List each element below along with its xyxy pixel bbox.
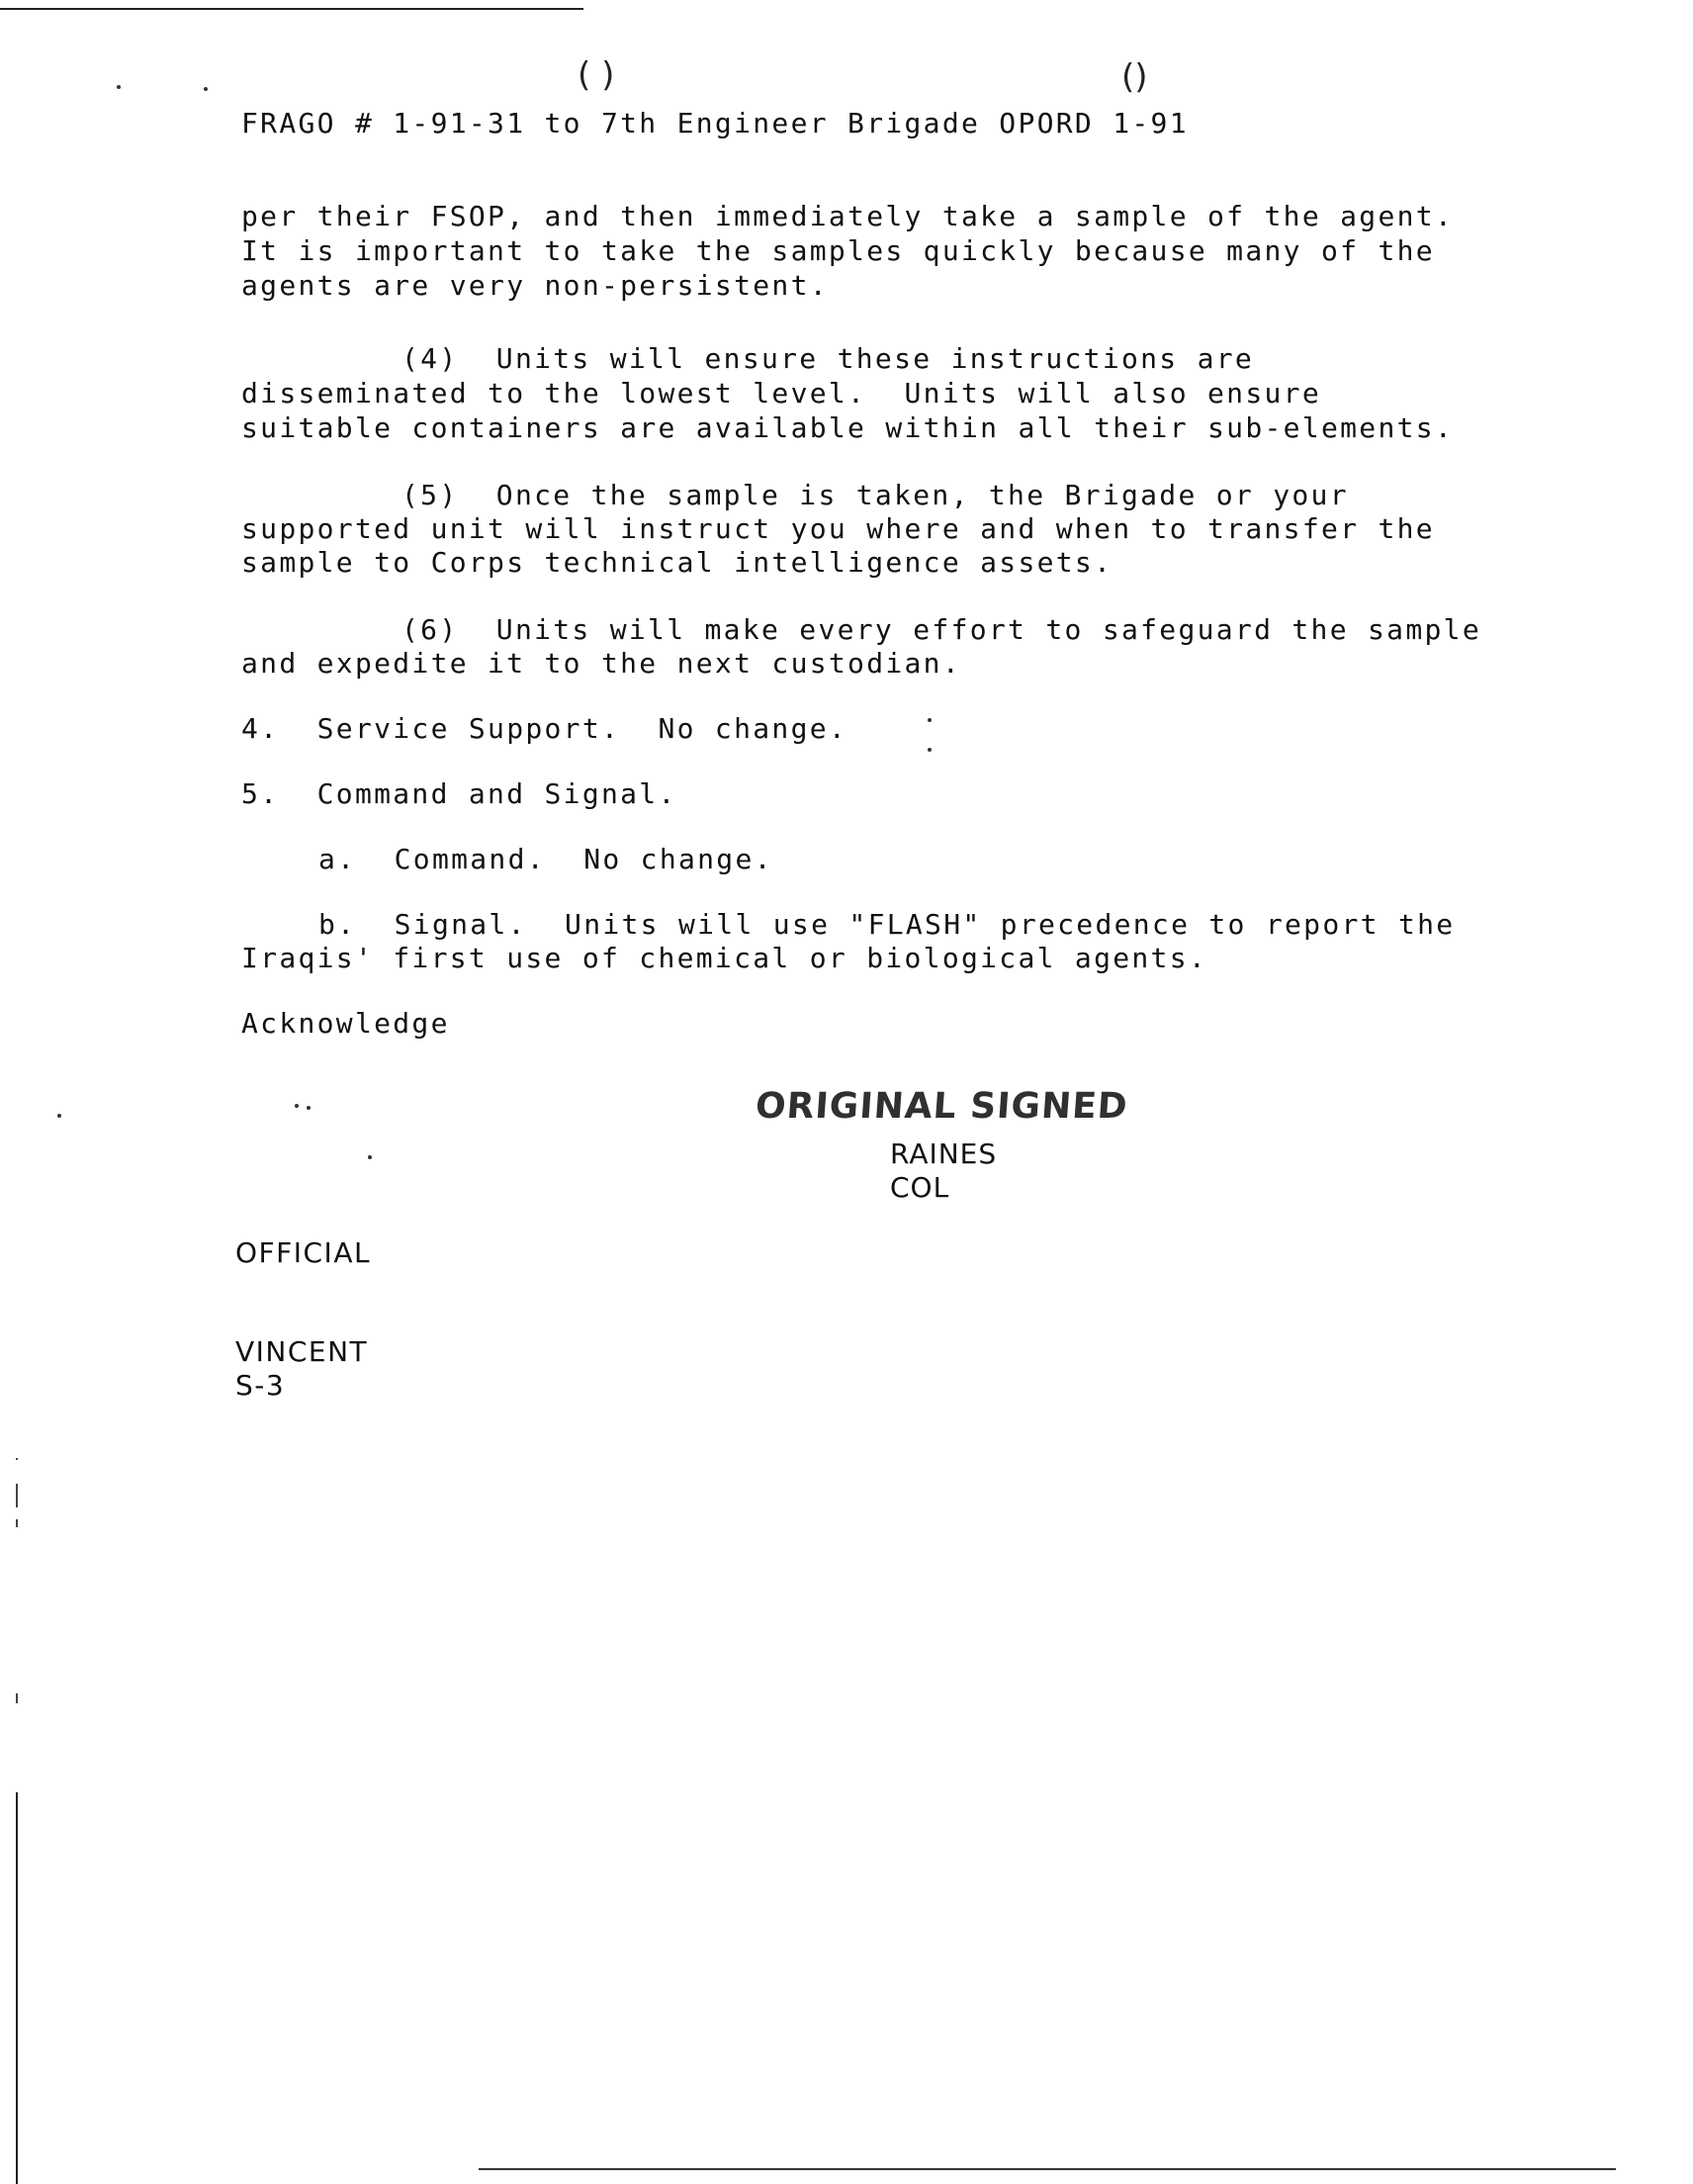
paragraph-4-line: (4) Units will ensure these instructions are [401,342,1255,375]
scan-speck [57,1114,61,1118]
paragraph-continued-line: per their FSOP, and then immediately take a sample of the agent. [241,200,1455,232]
margin-mark [16,1519,18,1527]
paragraph-6-line: and expedite it to the next custodian. [241,647,961,680]
acknowledge-text: Acknowledge [241,1007,450,1040]
margin-mark [16,1484,18,1507]
top-rule [0,8,583,10]
paragraph-4-line: suitable containers are available within all their sub-elements. [241,411,1455,444]
paren-mark-left: ( ) [578,55,615,95]
paragraph-5-line: sample to Corps technical intelligence assets. [241,546,1114,579]
paragraph-5-line: (5) Once the sample is taken, the Brigade or your [401,479,1349,511]
scan-speck [368,1155,372,1159]
signer-rank: COL [890,1171,950,1204]
paragraph-continued-line: agents are very non-persistent. [241,269,829,302]
scan-speck [928,718,932,722]
official-title: S-3 [235,1369,286,1402]
scan-speck [295,1104,299,1108]
left-margin-bar [16,1792,18,2184]
scan-speck [928,748,932,752]
section-5a-command: a. Command. No change. [318,843,773,875]
original-signed-stamp: ORIGINAL SIGNED [754,1086,1130,1127]
paragraph-6-line: (6) Units will make every effort to safeguard the sample [401,613,1481,646]
official-label: OFFICIAL [235,1236,372,1269]
paragraph-continued-line: It is important to take the samples quickly because many of the [241,234,1435,267]
official-name: VINCENT [235,1335,369,1368]
bottom-rule [479,2168,1616,2170]
section-5b-signal-line: b. Signal. Units will use "FLASH" precedence to report the [318,908,1456,941]
signer-name: RAINES [890,1138,998,1170]
scan-speck [204,87,208,91]
section-5b-signal-line: Iraqis' first use of chemical or biological agents. [241,942,1208,974]
paragraph-4-line: disseminated to the lowest level. Units will also ensure [241,377,1321,410]
scan-speck [117,85,121,89]
margin-mark [16,1458,18,1460]
scan-speck [307,1106,311,1110]
section-5-command-signal: 5. Command and Signal. [241,777,677,810]
margin-mark [16,1693,18,1703]
document-header: FRAGO # 1-91-31 to 7th Engineer Brigade OPORD 1-91 [241,107,1189,139]
paren-mark-right: () [1121,57,1148,97]
section-4-service-support: 4. Service Support. No change. [241,712,848,745]
paragraph-5-line: supported unit will instruct you where and when to transfer the [241,512,1435,545]
